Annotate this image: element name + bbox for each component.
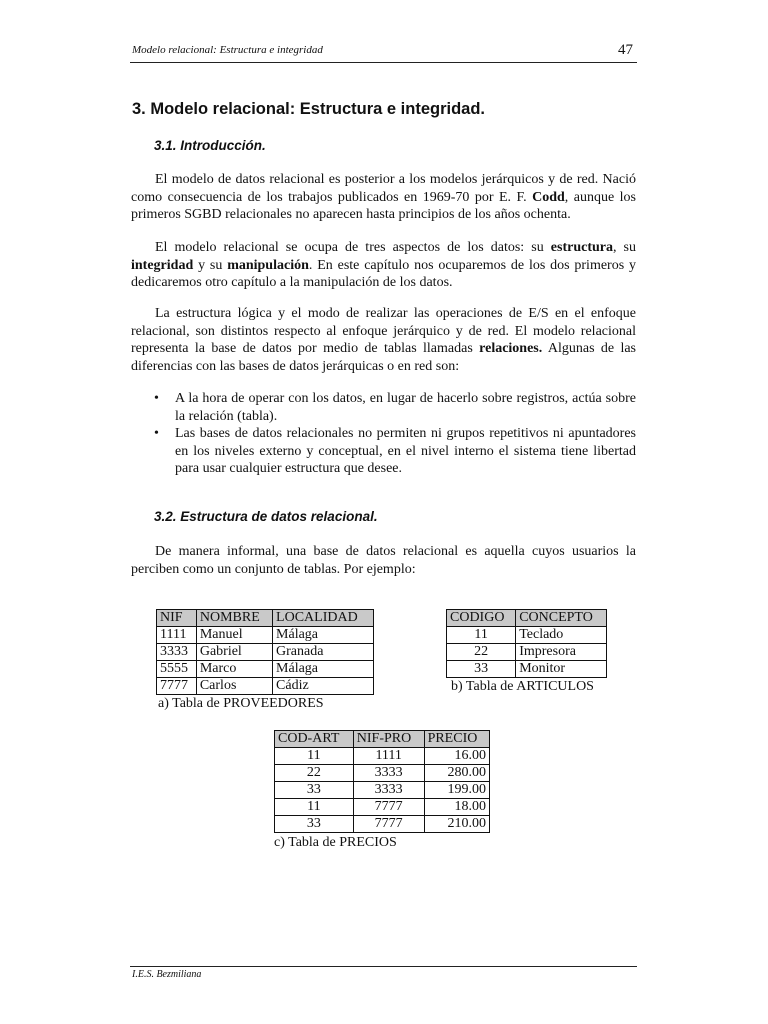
table-header-row: [157, 610, 374, 627]
table-cell: Manuel: [196, 627, 272, 644]
column-header-localidad: LOCALIDAD: [273, 610, 374, 627]
table-row: [275, 765, 490, 782]
intro-paragraph-1: [131, 171, 636, 224]
table-row: [157, 678, 374, 695]
text-run: El modelo de datos relacional es posterior a los modelos jerárquicos y de red. Nació como consecuencia de los trabajos publicados en 1969-70 por E. F.: [131, 172, 636, 205]
table-row: [275, 799, 490, 816]
table-cell: Granada: [273, 644, 374, 661]
list-item: [154, 390, 636, 425]
column-header-nif: NIF: [157, 610, 197, 627]
bold-term-codd: Codd: [532, 189, 565, 205]
bullet-icon: •: [154, 426, 159, 441]
table-cell: 3333: [353, 782, 424, 799]
footer-rule: [130, 966, 637, 967]
table-cell: 1111: [353, 748, 424, 765]
bold-term-relaciones: relaciones.: [479, 341, 543, 356]
table-cell: Málaga: [273, 661, 374, 678]
table-cell: 22: [275, 765, 354, 782]
list-item: [154, 425, 636, 478]
table-cell: Monitor: [516, 661, 607, 678]
text-run: El modelo relacional se ocupa de tres aspectos de los datos: su: [155, 240, 551, 255]
text-run: Algunas de las diferencias con las bases de datos jerárquicas o en red son:: [131, 341, 636, 374]
table-row: [447, 661, 607, 678]
table-cell: 1111: [157, 627, 197, 644]
table-row: [447, 627, 607, 644]
table-cell: Marco: [196, 661, 272, 678]
table-row: [157, 644, 374, 661]
table-cell: 33: [447, 661, 516, 678]
table-cell: 18.00: [424, 799, 489, 816]
table-cell: Impresora: [516, 644, 607, 661]
header-rule: [130, 62, 637, 63]
table-cell: 7777: [353, 799, 424, 816]
bold-term-estructura: estructura: [550, 240, 613, 255]
text-run: , aunque los primeros SGBD relacionales no aparecen hasta principios de los años ochenta.: [131, 189, 636, 222]
running-header-title: Modelo relacional: Estructura e integridad: [132, 44, 323, 56]
bold-term-integridad: integridad: [131, 257, 194, 273]
table-row: [275, 816, 490, 833]
page-number: 47: [618, 42, 633, 58]
table-cell: 5555: [157, 661, 197, 678]
column-header-concepto: CONCEPTO: [516, 610, 607, 627]
table-articulos: [446, 609, 607, 678]
list-item-text: A la hora de operar con los datos, en lugar de hacerlo sobre registros, actúa sobre la relación (tabla).: [175, 391, 636, 424]
column-header-precio: PRECIO: [424, 731, 489, 748]
table-cell: Málaga: [273, 627, 374, 644]
caption-precios: c) Tabla de PRECIOS: [274, 835, 397, 850]
differences-list: [154, 390, 636, 478]
table-cell: Teclado: [516, 627, 607, 644]
table-cell: 3333: [157, 644, 197, 661]
intro-paragraph-3: [131, 305, 636, 375]
text-run: y su: [193, 257, 228, 273]
table-cell: 11: [275, 748, 354, 765]
table-row: [275, 748, 490, 765]
table-row: [447, 644, 607, 661]
table-row: [275, 782, 490, 799]
column-header-codigo: CODIGO: [447, 610, 516, 627]
table-row: [157, 627, 374, 644]
column-header-nif-pro: NIF-PRO: [353, 731, 424, 748]
table-cell: 3333: [353, 765, 424, 782]
table-cell: 199.00: [424, 782, 489, 799]
table-cell: 210.00: [424, 816, 489, 833]
table-cell: 11: [275, 799, 354, 816]
caption-proveedores: a) Tabla de PROVEEDORES: [158, 696, 324, 711]
column-header-cod-art: COD-ART: [275, 731, 354, 748]
table-cell: 16.00: [424, 748, 489, 765]
table-proveedores: [156, 609, 374, 695]
table-header-row: [447, 610, 607, 627]
table-cell: 22: [447, 644, 516, 661]
text-run: La estructura lógica y el modo de realizar las operaciones de E/S en el enfoque relacional, son distintos respecto al enfoque jerárquico y de red. El modelo relacional representa la base de datos por medio de tablas llamadas: [131, 306, 636, 356]
table-cell: 7777: [353, 816, 424, 833]
caption-articulos: b) Tabla de ARTICULOS: [451, 679, 594, 694]
table-cell: 7777: [157, 678, 197, 695]
subsection-heading-introduccion: 3.1. Introducción.: [154, 138, 266, 153]
table-row: [157, 661, 374, 678]
text-run: . En este capítulo nos ocuparemos de los dos primeros y dedicaremos otro capítulo a la manipulación de los datos.: [131, 257, 636, 290]
table-cell: Cádiz: [273, 678, 374, 695]
table-cell: 280.00: [424, 765, 489, 782]
table-cell: 11: [447, 627, 516, 644]
text-run: , su: [612, 240, 636, 255]
table-cell: Carlos: [196, 678, 272, 695]
table-cell: Gabriel: [196, 644, 272, 661]
subsection-heading-estructura: 3.2. Estructura de datos relacional.: [154, 509, 378, 524]
intro-paragraph-2: [131, 239, 636, 292]
structure-paragraph-1: De manera informal, una base de datos relacional es aquella cuyos usuarios la perciben como un conjunto de tablas. Por ejemplo:: [131, 544, 636, 577]
bullet-icon: •: [154, 391, 159, 406]
footer-text: I.E.S. Bezmiliana: [132, 969, 202, 980]
table-cell: 33: [275, 782, 354, 799]
table-precios: [274, 730, 490, 833]
list-item-text: Las bases de datos relacionales no permiten ni grupos repetitivos ni apuntadores en los niveles externo y conceptual, en el nivel interno el sistema tiene libertad para usar cualquier estructura que desee.: [175, 426, 636, 476]
section-title: 3. Modelo relacional: Estructura e integridad.: [132, 100, 485, 118]
column-header-nombre: NOMBRE: [196, 610, 272, 627]
table-cell: 33: [275, 816, 354, 833]
table-header-row: [275, 731, 490, 748]
bold-term-manipulacion: manipulación: [227, 257, 309, 273]
